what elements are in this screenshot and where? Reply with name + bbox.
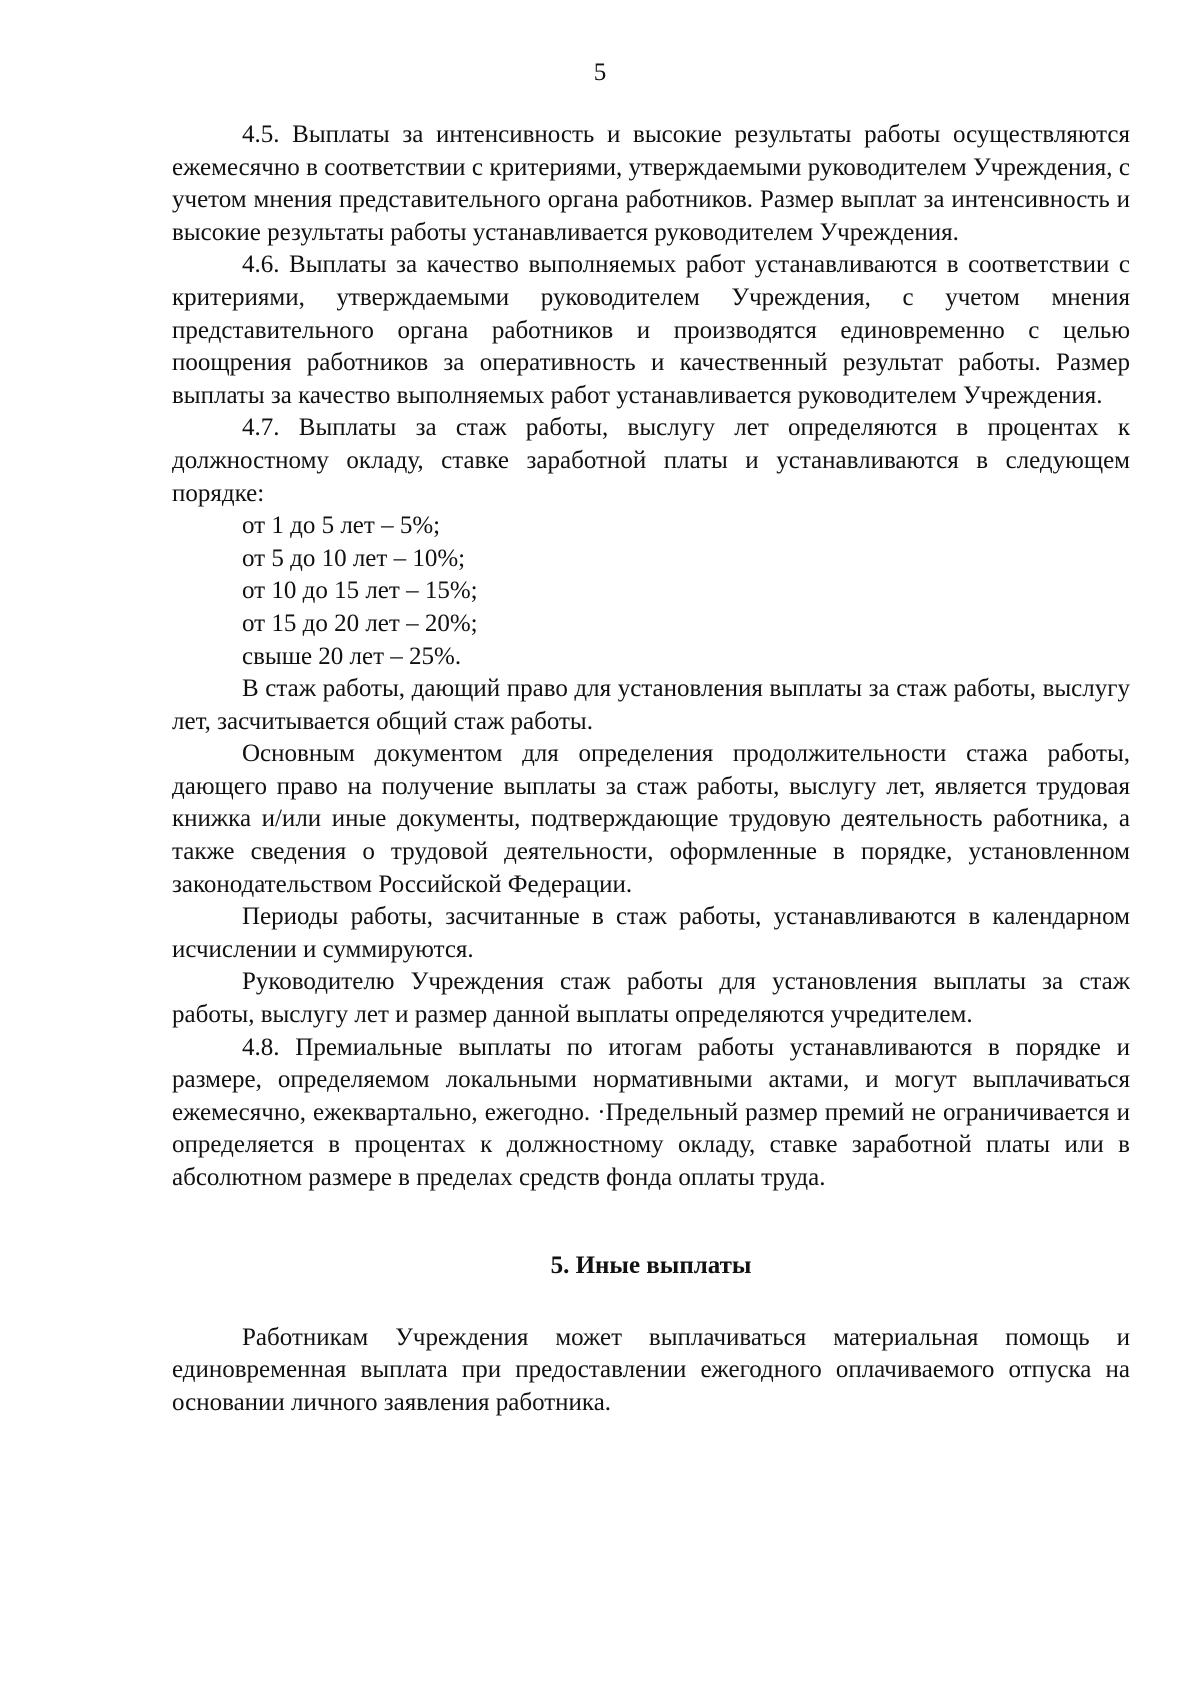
section-5-heading: 5. Иные выплаты	[550, 1251, 752, 1279]
seniority-item-1-5: от 1 до 5 лет – 5%;	[242, 512, 441, 540]
page-number: 5	[593, 59, 607, 86]
paragraph-head-seniority: Руководителю Учреждения стаж работы для установления выплаты за стаж работы, выслугу лет и размер данной выплаты определяются учредителем.	[172, 968, 1130, 1029]
seniority-item-15-20: от 15 до 20 лет – 20%;	[242, 609, 478, 637]
seniority-item-5-10: от 5 до 10 лет – 10%;	[242, 544, 466, 572]
seniority-item-10-15: от 10 до 15 лет – 15%;	[242, 577, 478, 605]
seniority-item-over-20: свыше 20 лет – 25%.	[242, 642, 462, 670]
paragraph-4-7: 4.7. Выплаты за стаж работы, выслугу лет определяются в процентах к должностному окладу, ставке заработной платы и устанавливаются в следующем порядке:	[172, 414, 1130, 507]
paragraph-seniority-counting: В стаж работы, дающий право для установления выплаты за стаж работы, выслугу лет, засчитывается общий стаж работы.	[172, 675, 1130, 735]
section-5-paragraph: Работникам Учреждения может выплачиваться материальная помощь и единовременная выплата при предоставлении ежегодного оплачиваемого отпуска на основании личного заявления работника.	[172, 1323, 1130, 1416]
paragraph-4-5: 4.5. Выплаты за интенсивность и высокие результаты работы осуществляются ежемесячно в соответствии с критериями, утверждаемыми руководителем Учреждения, с учетом мнения представительного органа работников. Размер выплат за интенсивность и высокие результаты работы устанавливается руководителем Учреждения.	[172, 121, 1130, 246]
paragraph-4-6: 4.6. Выплаты за качество выполняемых работ устанавливаются в соответствии с критериями, утверждаемыми руководителем Учреждения, с учетом мнения представительного органа работников и производятся единовременно с целью поощрения работников за оперативность и качественный результат работы. Размер выплаты за качество выполняемых работ устанавливается руководителем Учреждения.	[172, 251, 1130, 409]
document-body	[172, 119, 1130, 1419]
paragraph-main-document: Основным документом для определения продолжительности стажа работы, дающего право на получение выплаты за стаж работы, выслугу лет, является трудовая книжка и/или иные документы, подтверждающие трудовую деятельность работника, а также сведения о трудовой деятельности, оформленные в порядке, установленном законодательством Российской Федерации.	[172, 740, 1130, 898]
paragraph-periods: Периоды работы, засчитанные в стаж работы, устанавливаются в календарном исчислении и суммируются.	[172, 903, 1130, 963]
paragraph-4-8: 4.8. Премиальные выплаты по итогам работы устанавливаются в порядке и размере, определяемом локальными нормативными актами, и могут выплачиваться ежемесячно, ежеквартально, ежегодно. ·Предельный размер премий не ограничивается и определяется в процентах к должностному окладу, ставке заработной платы или в абсолютном размере в пределах средств фонда оплаты труда.	[172, 1033, 1130, 1191]
